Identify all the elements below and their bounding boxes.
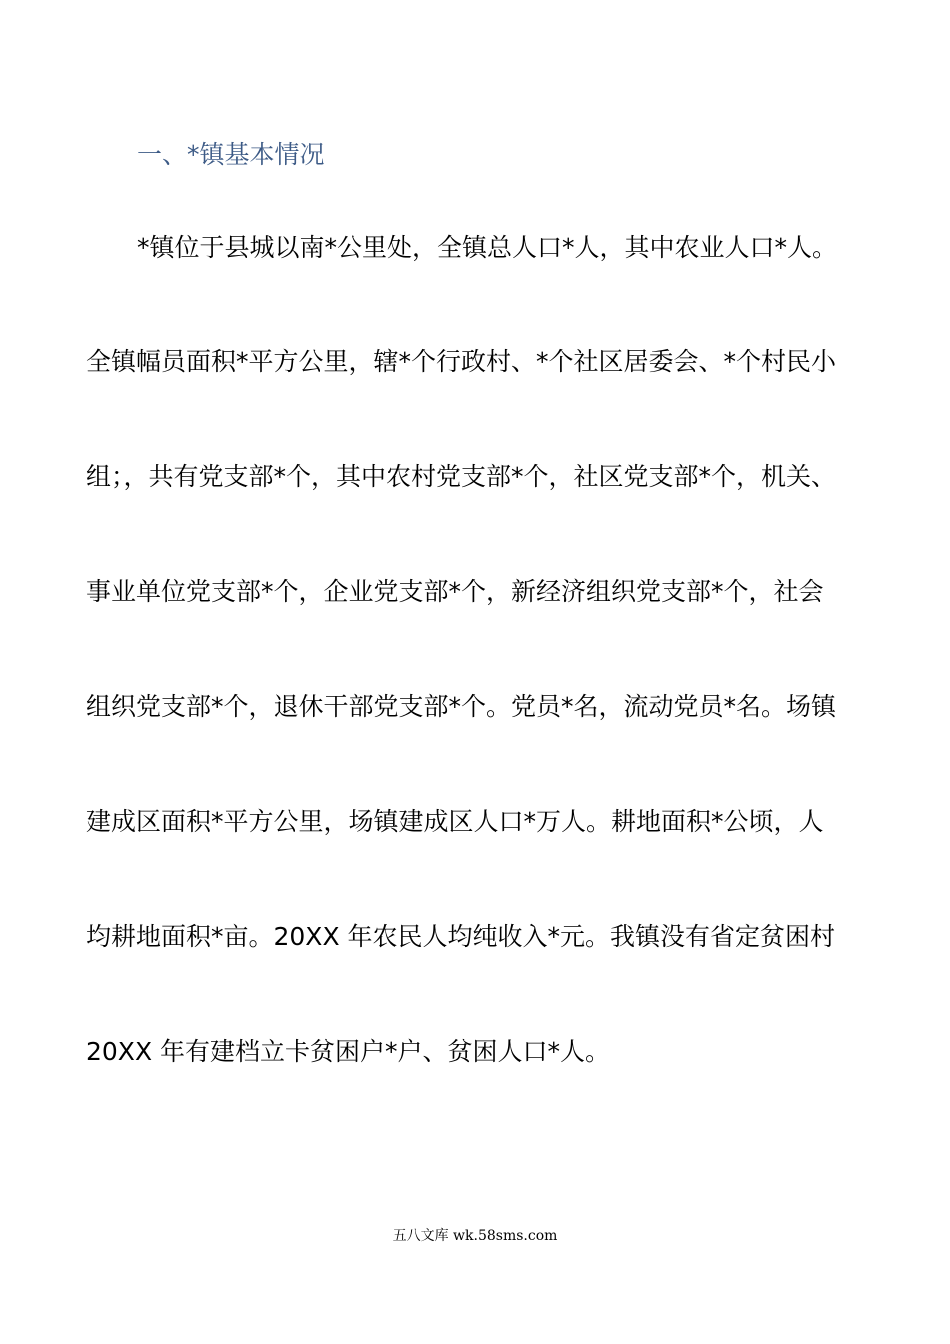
paragraph-line: *镇位于县城以南*公里处，全镇总人口*人，其中农业人口*人。 [137, 233, 838, 262]
footer-watermark: 五八文库 wk.58sms.com [392, 1228, 558, 1244]
paragraph-line: 全镇幅员面积*平方公里，辖*个行政村、*个社区居委会、*个村民小 [86, 347, 837, 376]
paragraph-line: 均耕地面积*亩。20XX 年农民人均纯收入*元。我镇没有省定贫困村 [86, 922, 836, 951]
paragraph-line: 事业单位党支部*个，企业党支部*个，新经济组织党支部*个，社会 [86, 577, 824, 606]
section-heading: 一、*镇基本情况 [137, 140, 325, 169]
paragraph-line: 组；，共有党支部*个，其中农村党支部*个，社区党支部*个，机关、 [86, 462, 837, 491]
paragraph-line: 建成区面积*平方公里，场镇建成区人口*万人。耕地面积*公顷，人 [86, 807, 824, 836]
paragraph-line: 组织党支部*个，退休干部党支部*个。党员*名，流动党员*名。场镇 [86, 692, 837, 721]
paragraph-line: 20XX 年有建档立卡贫困户*户、贫困人口*人。 [86, 1037, 611, 1066]
